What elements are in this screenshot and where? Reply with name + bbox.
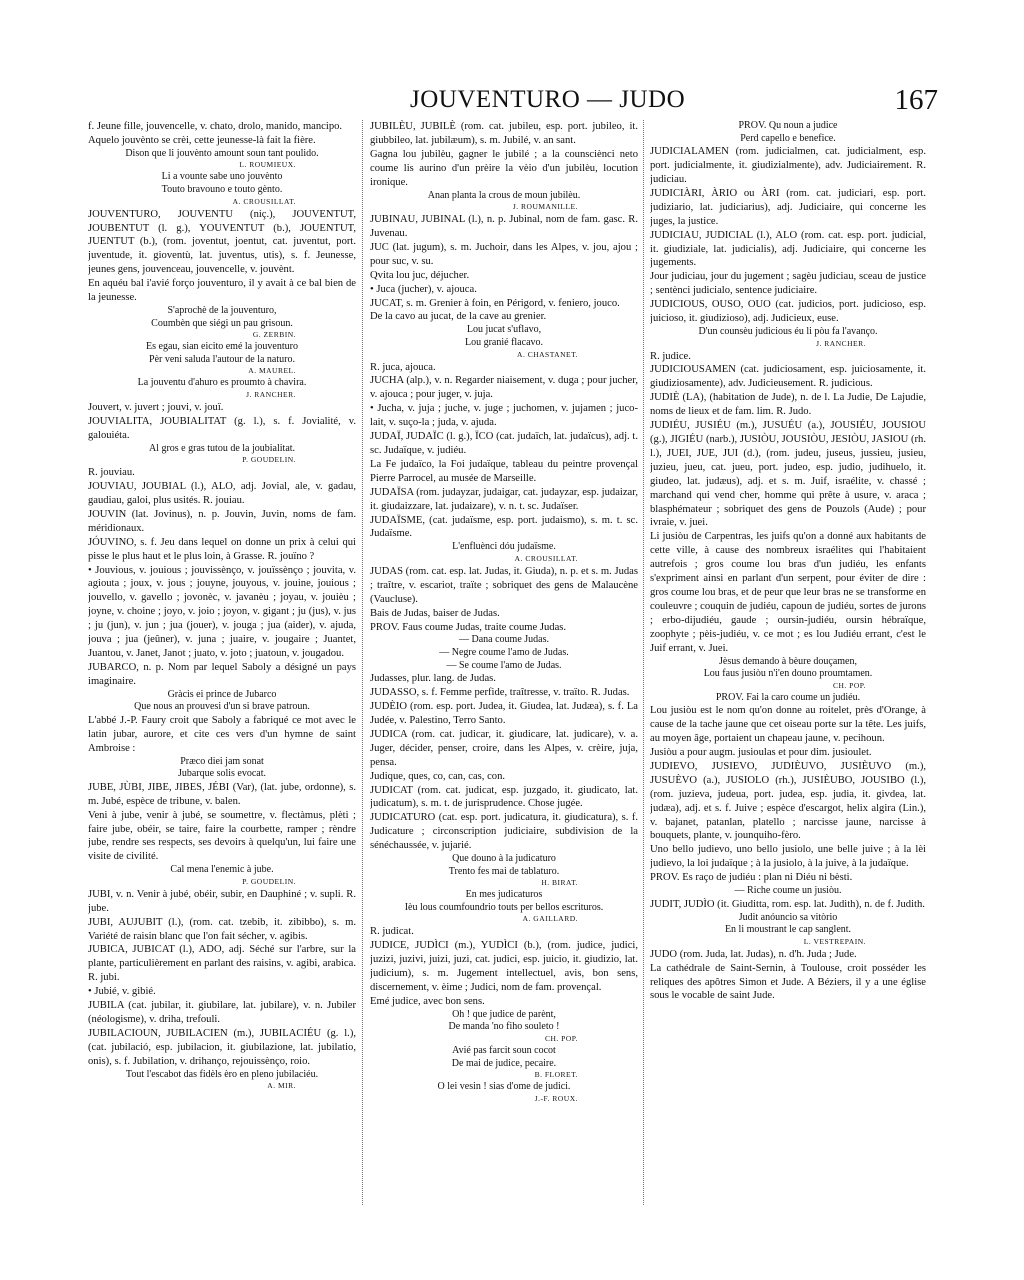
- dictionary-entry: JOUVIAU, JOUBIAL (l.), ALO, adj. Jovial, ale, v. gadau, gaudiau, galoi, plus usités. R. jouiau.: [88, 481, 356, 507]
- dictionary-entry: Gagna lou jubilèu, gagner le jubilé ; a la counsciènci neto coume lis aurino d'un prèire la vèio d'un jubilèu, locution ironique.: [370, 148, 638, 188]
- quotation-line: PROV. Qu noun a judice: [738, 120, 838, 131]
- dictionary-entry: De la cavo au jucat, de la cave au grenier.: [370, 311, 547, 323]
- quotation-line: De manda 'no fiho souleto !: [448, 1021, 560, 1033]
- quotation-author: P. GOUDELIN.: [242, 876, 296, 886]
- quotation-line: En li moustrant le cap sanglent.: [724, 924, 852, 936]
- quotation-line: L'enfluènci dóu judaïsme.: [452, 541, 556, 553]
- quotation-author: J. RANCHER.: [816, 338, 866, 348]
- quotation-line: — Se coume l'amo de Judas.: [446, 659, 562, 671]
- quotation-line: Avié pas farcit soun cocot: [452, 1045, 556, 1057]
- quotation-author: CH. POP.: [833, 680, 866, 690]
- dictionary-entry: Emé judice, avec bon sens.: [370, 995, 485, 1007]
- dictionary-entry: • Juca (jucher), v. ajouca.: [370, 283, 477, 295]
- dictionary-entry: PROV. Es raço de judiéu : plan ni Diéu ni bèsti.: [650, 872, 853, 884]
- dictionary-entry: f. Jeune fille, jouvencelle, v. chato, drolo, manido, mancipo.: [88, 121, 343, 132]
- column-divider: [362, 120, 363, 1205]
- quotation-line: — Riche coume un jusiòu.: [734, 885, 842, 897]
- quotation-line: S'aprochè de la jouventuro,: [167, 304, 277, 316]
- dictionary-entry: R. judice.: [650, 350, 691, 362]
- quotation-line: Trento fes mai de tablaturo.: [448, 865, 560, 877]
- dictionary-entry: JUDICIOUS, OUSO, OUO (cat. judicios, port. judicioso, esp. juicioso, it. giudizioso), adj. Judicieux, euse.: [650, 299, 926, 325]
- quotation-line: Oh ! que judice de parènt,: [452, 1008, 556, 1020]
- column-right: [650, 120, 926, 1210]
- dictionary-entry: Uno bello judievo, uno bello jusiolo, une belle juive ; à la lèi judievo, la loi judaïque ; à la jusiolo, à la juive, à la judaïque.: [650, 844, 926, 870]
- dictionary-entry: R. jouviau.: [88, 467, 135, 479]
- quotation-author: P. GOUDELIN.: [242, 455, 296, 465]
- quotation-author: H. BIRAT.: [541, 878, 578, 888]
- quotation-line: Judit anóuncio sa vitòrio: [738, 911, 838, 923]
- column-left: [88, 120, 356, 1210]
- dictionary-entry: JUDICATURO (cat. esp. port. judicatura, it. giudicatura), s. f. Judicature ; circonscription judiciaire, subdivision de la sénéchaussée, v. jujarié.: [370, 812, 638, 852]
- dictionary-entry: JOUVENTURO, JOUVENTU (niç.), JOUVENTUT, JOUBENTUT (l. g.), YOUVENTUT (b.), JOUENTUT, JUENTUT (b.), (rom. joventut, joentut, cat. juventut, port. juventude, it. gioventù, lat. juventus, utis), s. f. Jeunesse, jeunes gens, jouvenceau, jouvencelle, v. jouvènt.: [88, 208, 356, 276]
- quotation-line: PROV. Fai la caro coume un judiéu.: [715, 691, 861, 703]
- quotation-line: Gràcis ei prince de Jubarco: [167, 688, 277, 700]
- dictionary-entry: Jusiòu a pour augm. jusioulas et pour dim. jusioulet.: [650, 747, 872, 758]
- dictionary-entry: PROV. Faus coume Judas, traite coume Judas.: [370, 621, 567, 633]
- quotation-author: J. RANCHER.: [246, 389, 296, 399]
- dictionary-entry: JUDAÏSME, (cat. judaïsme, esp. port. judaismo), s. m. t. sc. Judaïsme.: [370, 514, 638, 540]
- quotation-line: De mai de judice, pecaire.: [451, 1057, 557, 1069]
- dictionary-entry: JOUVIN (lat. Jovinus), n. p. Jouvin, Juvin, noms de fam. méridionaux.: [88, 508, 356, 534]
- quotation-author: A. MIR.: [267, 1081, 296, 1091]
- dictionary-entry: JUDIEVO, JUSIEVO, JUDIÈUVO, JUSIÈUVO (m.), JUSUÈVO (a.), JUSIOLO (rh.), JUSIÈUBO, JOUSIBO (l.), (rom. juzieva, judeua, port. judea, esp. judia, it. givdea, lat. judæa), adj. et s. f. Juive ; espèce d'escargot, helix algira (Lin.), v. bajanet, patanlan, platello ; narcisse jaune, narcisse à bouquets, plante, v. jounquiho-fèro.: [650, 760, 926, 842]
- dictionary-entry: JUBI, AUJUBIT (l.), (rom. cat. tzebib, it. zibibbo), s. m. Variété de raisin blanc que l'on fait sécher, v. agibis.: [88, 916, 356, 942]
- quotation-line: Perd capello e benefice.: [740, 132, 836, 144]
- dictionary-entry: Lou jusiòu est le nom qu'on donne au roitelet, près d'Orange, à cause de la tache jaune que cet oiseau porte sur la tête. Les juifs, au moyen âge, portaient un chapeau jaune, v. pecihoun.: [650, 705, 926, 745]
- dictionary-entry: Jour judiciau, jour du jugement ; sagèu judiciau, sceau de justice ; sentènci judicialo, sentence judiciaire.: [650, 271, 926, 297]
- quotation-line: Anan planta la crous de moun jubilèu.: [427, 189, 581, 201]
- dictionary-entry: JUCAT, s. m. Grenier à foin, en Périgord, v. feniero, jouco.: [370, 297, 620, 309]
- dictionary-entry: Jouvert, v. juvert ; jouvi, v. jouï.: [88, 401, 224, 413]
- quotation-line: O lei vesin ! sias d'ome de judici.: [437, 1081, 571, 1093]
- column-divider: [643, 120, 644, 1205]
- dictionary-entry: JUBICA, JUBICAT (l.), ADO, adj. Séché sur l'arbre, sur la plante, particulièrement en parlant des raisins, v. agibi, arabica. R. jubi.: [88, 944, 356, 984]
- dictionary-entry: JUDICIOUSAMEN (cat. judiciosament, esp. juiciosamente, it. giudiziosamente), adv. Judicieusement. R. judicious.: [650, 364, 926, 390]
- quotation-line: Que nous an prouvesi d'un si brave patroun.: [134, 701, 310, 713]
- quotation-line: En mes judicaturos: [465, 889, 543, 901]
- quotation-line: D'un counsèu judicious éu li pòu fa l'avanço.: [698, 325, 878, 337]
- quotation-line: Pèr veni saluda l'autour de la naturo.: [149, 353, 295, 365]
- quotation-line: Jèsus demando à bèure douçamen,: [718, 655, 857, 667]
- dictionary-entry: JUBARCO, n. p. Nom par lequel Saboly a désigné un pays imaginaire.: [88, 661, 356, 687]
- dictionary-entry: La cathédrale de Saint-Sernin, à Toulouse, croit posséder les reliques des apôtres Simon et Jude. A Béziers, il y a une église sous le vocable de saint Jude.: [650, 962, 926, 1002]
- dictionary-entry: JUDICIÀRI, ÀRIO ou ÀRI (rom. cat. judiciari, esp. port. judiziario, lat. judiciarius), adj. Judiciaire, qui concerne les juges, la justice.: [650, 187, 926, 227]
- dictionary-entry: Judasses, plur. lang. de Judas.: [370, 673, 496, 685]
- quotation-author: L. VESTREPAIN.: [803, 936, 866, 946]
- dictionary-entry: JUDIÉU, JUSIÉU (m.), JUSUÉU (a.), JOUSIÉU, JOUSIOU (g.), JIGIÉU (narb.), JUSIÒU, JOUSIÒU, JESIÒU, JASIOU (rh. l.), JUEI, JUE, JUI (d.), (rom. judeu, juseus, jussieu, jusieu, juzieu, jueu, cat. jueu, port. judeo, esp. judio, judihuelo, it. giudeo, lat. judæus), adj. et s. m. Juif, israélite, v. chassé ; marchand qui vend cher, homme qui prête à usure, v. araca ; blasphémateur ; sobriquet des gens de Pouzols (Aude) ; pour ivraie, v. juei.: [650, 420, 926, 529]
- dictionary-entry: • Jouvious, v. jouious ; jouvissènço, v. jouïssènço ; jouvita, v. agiouta ; joux, v. jous ; jouyne, jouyous, v. jouine, jouious ; jouvello, v. gavello ; jovonèc, v. javanèu ; joyau, v. jouièu ; joyne, v. choine ; joyo, v. joio ; joyon, v. gigant ; ju (jus), v. jus ; ju (jun), v. jun ; jua (jouer), v. jouga ; jua (aider), v. ajuda, jouva ; jua (jeûner), v. juna ; juaire, v. jougaire ; Juantet, Juantou, v. Janet, Janot ; juato, v. joto ; juatoun, v. jougadou.: [88, 564, 356, 659]
- dictionary-entry: JUDICAT (rom. cat. judicat, esp. juzgado, it. giudicato, lat. judicatum), s. m. t. de jurisprudence. Chose jugée.: [370, 784, 638, 810]
- dictionary-entry: JUBE, JÙBI, JIBE, JIBES, JÉBI (Var), (lat. jube, ordonne), s. m. Jubé, espèce de tribune, v. balen.: [88, 781, 356, 807]
- quotation-author: A. MAUREL.: [248, 366, 296, 376]
- dictionary-entry: L'abbé J.-P. Faury croit que Saboly a fabriqué ce mot avec le latin jubar, aurore, et cite ces vers d'un hymne de saint Ambroise :: [88, 714, 356, 754]
- dictionary-entry: JUDICA (rom. cat. judicar, it. giudicare, lat. judicare), v. a. Juger, décider, penser, croire, dans les Alpes, v. crèire, juja, pensa.: [370, 728, 638, 768]
- page-number: 167: [894, 84, 938, 116]
- quotation-author: B. FLORET.: [534, 1070, 578, 1080]
- dictionary-entry: JUBILA (cat. jubilar, it. giubilare, lat. jubilare), v. n. Jubiler (néologisme), v. driha, trefouli.: [88, 1000, 356, 1025]
- dictionary-entry: JUDO (rom. Juda, lat. Judas), n. d'h. Juda ; Jude.: [650, 948, 857, 960]
- quotation-line: Es egau, sian eicito emé la jouventuro: [146, 341, 298, 353]
- dictionary-entry: Aquelo jouvènto se crèi, cette jeunesse-là fait la fière.: [88, 134, 316, 146]
- quotation-line: La jouventu d'ahuro es proumto à chavira.: [137, 377, 307, 389]
- quotation-line: Lou faus jusiòu n'i'en douno proumtamen.: [703, 668, 873, 680]
- quotation-author: A. CROUSILLAT.: [232, 196, 296, 206]
- quotation-author: J. ROUMANILLE.: [512, 202, 578, 212]
- dictionary-entry: JUBINAU, JUBINAL (l.), n. p. Jubinal, nom de fam. gasc. R. Juvenau.: [370, 214, 638, 240]
- dictionary-entry: JUDÈIO (rom. esp. port. Judea, it. Giudea, lat. Judæa), s. f. La Judée, v. Palestino, Terro Santo.: [370, 701, 638, 726]
- quotation-line: Cal mena l'enemic à jube.: [170, 864, 274, 876]
- dictionary-entry: JUDAÏ, JUDAÏC (l. g.), ÏCO (cat. judaïch, lat. judaïcus), adj. t. sc. Judaïque, v. judiéu.: [370, 431, 638, 456]
- quotation-line: Præco diei jam sonat: [180, 755, 264, 767]
- quotation-line: Al gros e gras tutou de la joubialitat.: [148, 442, 296, 454]
- dictionary-entry: JUDIÈ (LA), (habitation de Jude), n. de l. La Judie, De Lajudie, noms de lieux et de fam. lim. R. Judo.: [650, 392, 926, 418]
- dictionary-entry: JUDIT, JUDÌO (it. Giuditta, rom. esp. lat. Judith), n. de f. Judith.: [650, 898, 925, 910]
- quotation-author: CH. POP.: [545, 1034, 578, 1044]
- dictionary-entry: Judique, ques, co, can, cas, con.: [370, 770, 506, 782]
- dictionary-entry: En aquéu bal i'avié forço jouventuro, il y avait à ce bal bien de la jeunesse.: [88, 278, 356, 304]
- dictionary-entry: • Jucha, v. juja ; juche, v. juge ; juchomen, v. jujamen ; juco-lait, v. suço-la ; juda, v. ajuda.: [370, 403, 638, 429]
- quotation-line: Ièu lous coumfoundrio touts per bellos escrituros.: [404, 901, 604, 913]
- dictionary-entry: JUC (lat. jugum), s. m. Juchoir, dans les Alpes, v. jou, ajou ; pour suc, v. su.: [370, 241, 638, 267]
- running-title: JOUVENTURO — JUDO: [410, 86, 686, 113]
- dictionary-entry: JUBILACIOUN, JUBILACIEN (m.), JUBILACIÉU (g. l.), (cat. jubilació, esp. jubilacion, it. giubilazione, lat. jubilatio, onis), s. f. Jubilation, v. drihanço, rejouissènço, roio.: [88, 1027, 356, 1067]
- quotation-line: — Dana coume Judas.: [459, 634, 549, 646]
- dictionary-entry: JUCHA (alp.), v. n. Regarder niaisement, v. duga ; pour jucher, v. ajouca ; pour juger, v. juja.: [370, 375, 638, 401]
- dictionary-entry: JUBILÈU, JUBILÈ (rom. cat. jubileu, esp. port. jubileo, it. giubbileo, lat. jubilæum), s. m. Jubilé, v. an sant.: [370, 121, 638, 146]
- dictionary-entry: • Jubié, v. gibié.: [88, 986, 156, 998]
- quotation-author: G. ZERBIN.: [252, 330, 296, 340]
- dictionary-entry: JOUVIALITA, JOUBIALITAT (g. l.), s. f. Jovialité, v. galouiéta.: [88, 415, 356, 441]
- dictionary-entry: JUDAÏSA (rom. judayzar, judaigar, cat. judayzar, esp. judaizar, it. giudaizzare, lat. judaizare), v. n. t. sc. Judaïser.: [370, 486, 638, 512]
- dictionary-entry: La Fe judaïco, la Foi judaïque, tableau du peintre provençal Pierre Parrocel, au musée de Marseille.: [370, 458, 638, 484]
- quotation-line: Coumbèn que siégi un pau grisoun.: [151, 317, 293, 329]
- quotation-author: A. GAILLARD.: [522, 914, 578, 924]
- quotation-line: — Negre coume l'amo de Judas.: [439, 647, 569, 659]
- dictionary-entry: Veni à jube, venir à jubé, se soumettre, v. flectàmus, plèti ; faire jube, obéir, se taire, faire la courbette, ramper ; rèndre jube, rendre ses respects, ses devoirs à quelqu'un, lui faire une visite de civilité.: [88, 809, 356, 863]
- dictionary-entry: JUDICIALAMEN (rom. judicialmen, cat. judicialment, esp. port. judicialmente, it. giudizialmente), adv. Judiciairement. R. judiciau.: [650, 146, 926, 185]
- dictionary-entry: Li jusiòu de Carpentras, les juifs qu'on a donné aux habitants de cette ville, à cause des nombreux israélites qui l'habitaient autrefois ; gros coume lou bras d'un judiéu, les enfants s'expriment ainsi en parlant d'un serpent, pour éviter de dire : gros coume lou bras, et de peur que leur bras ne se transforme en couleuvre ; couquin de judiéu, capoun de judiéu, sortes de jurons ; erbo-dijudiéu, gaude ; oursin-judiéu, oursin hébraïque, zoophyte ; pèis-judiéu, v. ce mot ; es lou Judiéu errant, c'est le Juif errant, v. Juei.: [650, 531, 926, 654]
- dictionary-entry: R. juca, ajouca.: [370, 361, 436, 373]
- quotation-line: Dison que li jouvènto amount soun tant poulido.: [125, 147, 319, 159]
- dictionary-entry: JUDICE, JUDÌCI (m.), YUDÌCI (b.), (rom. judice, judici, juzizi, juzivi, juizi, juzi, cat. judici, esp. juicio, it. giudizio, lat. judicium), s. m. Jugement intellectuel, avis, bon sens, discernement, v. èime ; Judici, nom de fam. provençal.: [370, 940, 638, 994]
- quotation-line: Touto bravouno e touto gènto.: [161, 184, 283, 195]
- dictionary-entry: Qvita lou juc, déjucher.: [370, 269, 470, 281]
- column-middle: [370, 120, 638, 1210]
- quotation-author: J.-F. ROUX.: [534, 1093, 578, 1103]
- quotation-line: Li a vounte sabe uno jouvènto: [161, 171, 283, 183]
- quotation-line: Lou jucat s'uflavo,: [466, 324, 542, 336]
- dictionary-entry: JÓUVINO, s. f. Jeu dans lequel on donne un prix à celui qui pisse le plus haut et le plus loin, à Grasse. R. jouïno ?: [88, 536, 356, 562]
- quotation-line: Tout l'escabot das fidèls èro en pleno jubilaciéu.: [125, 1068, 319, 1080]
- dictionary-entry: JUDICIAU, JUDICIAL (l.), ALO (rom. cat. esp. port. judicial, it. giudiziale, lat. judicialis), adj. Judiciaire, qui concerne les jugements.: [650, 229, 926, 269]
- quotation-line: Jubarque solis evocat.: [177, 768, 267, 780]
- dictionary-entry: JUDASSO, s. f. Femme perfide, traîtresse, v. traïto. R. Judas.: [370, 687, 630, 699]
- dictionary-entry: JUDAS (rom. cat. esp. lat. Judas, it. Giuda), n. p. et s. m. Judas ; traître, v. escariot, traïte ; sobriquet des gens de Malaucène (Vaucluse).: [370, 565, 638, 605]
- quotation-line: Lou granié flacavo.: [464, 336, 544, 348]
- dictionary-entry: R. judicat.: [370, 926, 414, 938]
- quotation-author: L. ROUMIEUX.: [239, 160, 296, 170]
- dictionary-entry: JUBI, v. n. Venir à jubé, obéir, subir, en Dauphiné ; v. supli. R. jube.: [88, 888, 356, 914]
- quotation-line: Que douno à la judicaturo: [452, 853, 556, 865]
- quotation-author: A. CROUSILLAT.: [514, 553, 578, 563]
- quotation-author: A. CHASTANET.: [517, 349, 578, 359]
- dictionary-entry: Bais de Judas, baiser de Judas.: [370, 607, 500, 619]
